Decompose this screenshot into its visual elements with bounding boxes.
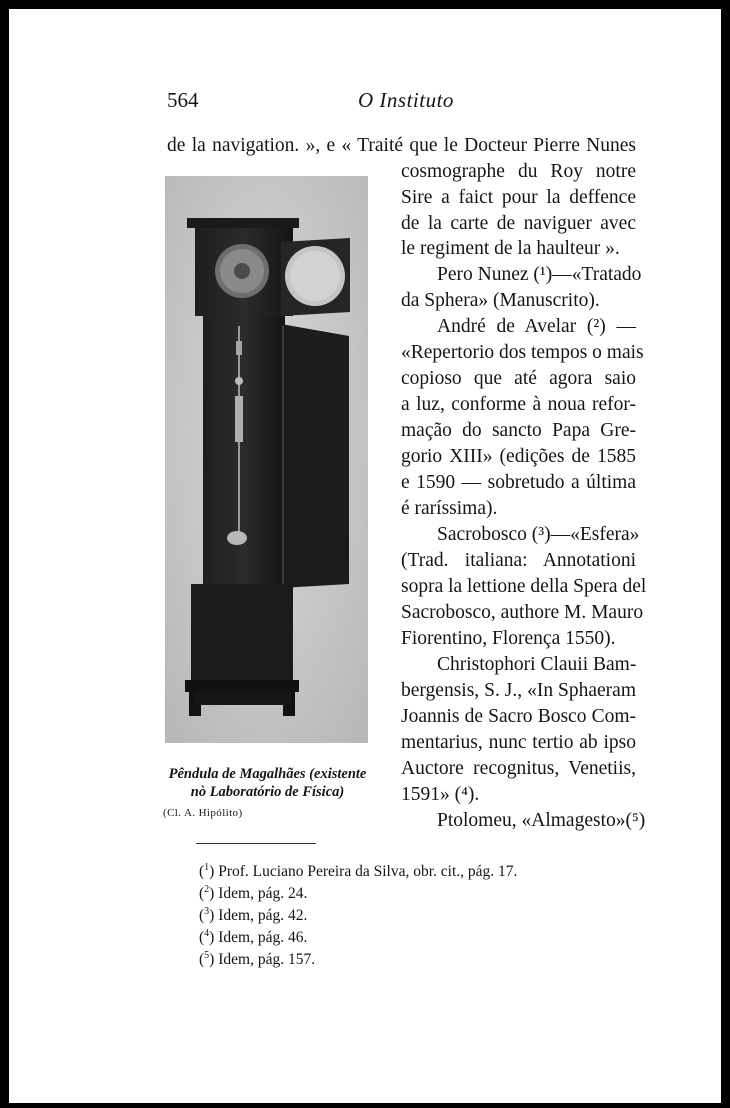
- footnote-rule: [196, 843, 316, 844]
- page-number: 564: [167, 88, 199, 112]
- body-line: Auctore recognitus, Venetiis,: [401, 758, 636, 779]
- footnote: ($^3$) Idem, pág. 42.: [199, 906, 308, 924]
- footnote: ($^5$) Idem, pág. 157.: [199, 950, 316, 968]
- figure-caption-line: Pêndula de Magalhães (existente: [168, 766, 367, 782]
- body-line: Pero Nunez (¹)—«Tratado: [437, 264, 642, 285]
- body-line: Joannis de Sacro Bosco Com-: [401, 706, 636, 727]
- clock-photograph: [165, 176, 368, 743]
- body-line: le regiment de la haulteur ».: [401, 238, 620, 259]
- footnote: ($^2$) Idem, pág. 24.: [199, 884, 308, 902]
- body-line: é raríssima).: [401, 498, 498, 519]
- running-head: O Instituto: [358, 88, 454, 112]
- body-line: mentarius, nunc tertio ab ipso: [401, 732, 636, 753]
- body-line: e 1590 — sobretudo a última: [401, 472, 636, 493]
- photo-credit: (Cl. A. Hipólito): [163, 807, 243, 819]
- body-line: Sacrobosco, authore M. Mauro: [401, 602, 644, 623]
- body-line: de la carte de naviguer avec: [401, 213, 636, 234]
- body-line: Christophori Clauii Bam-: [437, 654, 637, 675]
- body-line: (Trad. italiana: Annotationi: [401, 550, 636, 571]
- footnote: ($^1$) Prof. Luciano Pereira da Silva, obr. cit., pág. 17.: [199, 862, 518, 880]
- body-line: Fiorentino, Florença 1550).: [401, 628, 616, 649]
- body-line: Ptolomeu, «Almagesto»(⁵): [437, 810, 646, 831]
- footnote: ($^4$) Idem, pág. 46.: [199, 928, 308, 946]
- figure-caption-line: nò Laboratório de Física): [190, 784, 345, 800]
- body-line: bergensis, S. J., «In Sphaeram: [401, 680, 636, 701]
- body-line: «Repertorio dos tempos o mais: [401, 342, 644, 363]
- body-line: André de Avelar (²) —: [437, 316, 636, 337]
- body-line: copioso que até agora saio: [401, 368, 636, 389]
- body-line: de la navigation. », e « Traité que le Docteur Pierre Nunes: [167, 135, 636, 156]
- body-line: 1591» (⁴).: [401, 784, 480, 805]
- body-line: da Sphera» (Manuscrito).: [401, 290, 600, 311]
- body-line: sopra la lettione della Spera del: [401, 576, 647, 597]
- body-line: a luz, conforme à noua refor-: [401, 394, 636, 415]
- body-line: mação do sancto Papa Gre-: [401, 420, 636, 441]
- body-line: Sacrobosco (³)—«Esfera»: [437, 524, 640, 545]
- body-line: Sire a faict pour la deffence: [401, 187, 636, 208]
- body-line: cosmographe du Roy notre: [401, 161, 636, 182]
- body-line: gorio XIII» (edições de 1585: [401, 446, 636, 467]
